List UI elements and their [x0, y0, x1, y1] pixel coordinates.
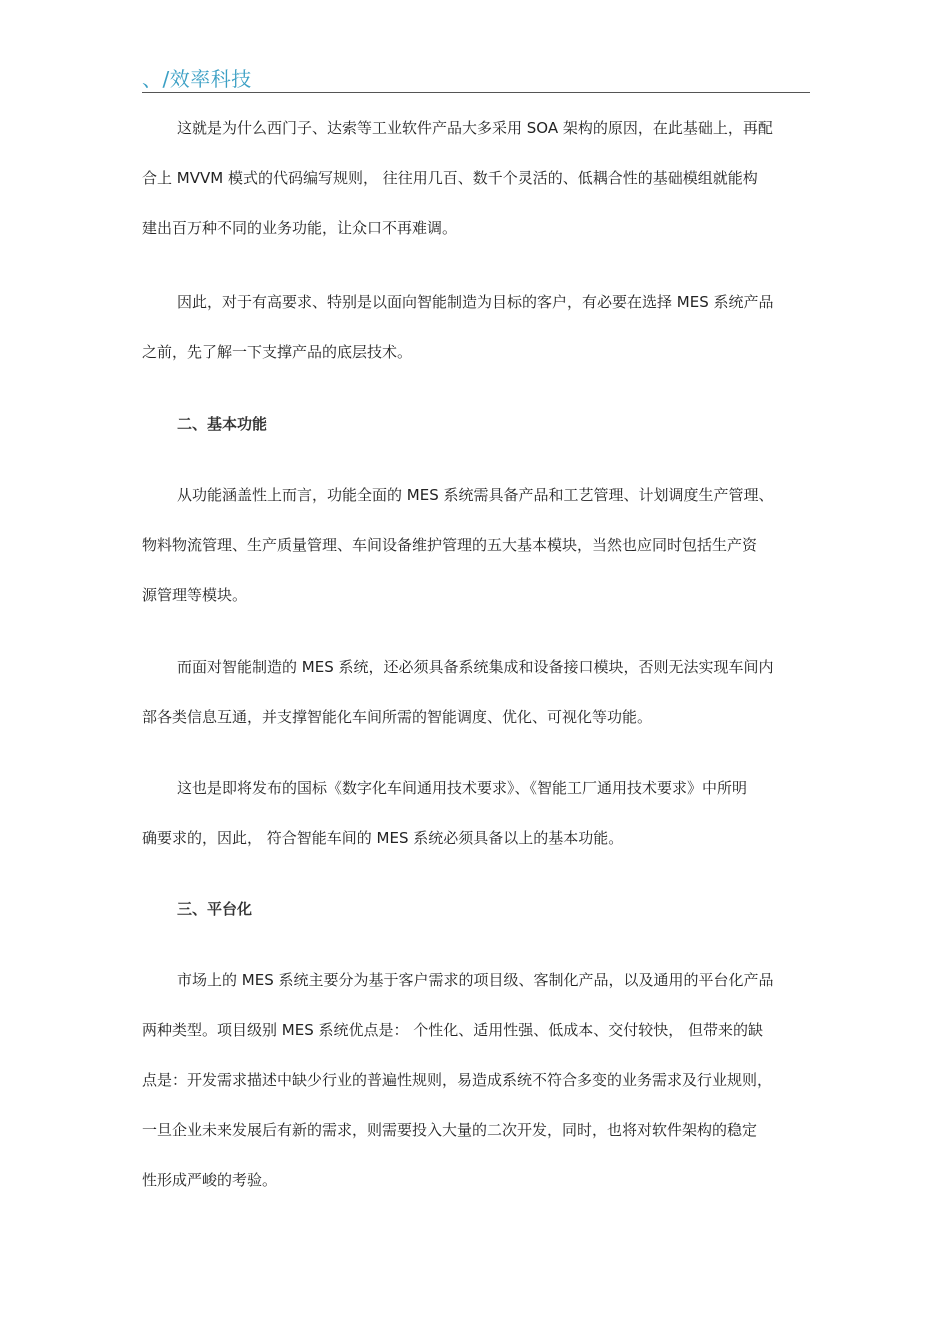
section-heading: 三、平台化 [177, 900, 253, 918]
text-line: 确要求的，因此， 符合智能车间的 MES 系统必须具备以上的基本功能。 [142, 829, 624, 847]
text-line: 市场上的 MES 系统主要分为基于客户需求的项目级、客制化产品，以及通用的平台化产品 [177, 971, 774, 989]
text-line: 这就是为什么西门子、达索等工业软件产品大多采用 SOA 架构的原因，在此基础上，再配 [177, 119, 773, 137]
paragraph [142, 483, 818, 607]
text-line: 这也是即将发布的国标《数字化车间通用技术要求》、《智能工厂通用技术要求》中所明 [177, 779, 748, 797]
text-line: 合上 MVVM 模式的代码编写规则， 往往用几百、数千个灵活的、低耦合性的基础模组就能构 [142, 169, 758, 187]
paragraph [142, 776, 818, 850]
paragraph [142, 116, 818, 240]
text-line: 因此，对于有高要求、特别是以面向智能制造为目标的客户，有必要在选择 MES 系统产品 [177, 293, 774, 311]
text-line: 两种类型。项目级别 MES 系统优点是： 个性化、适用性强、低成本、交付较快， 但带来的缺 [142, 1021, 764, 1039]
text-line: 而面对智能制造的 MES 系统，还必须具备系统集成和设备接口模块，否则无法实现车间内 [177, 658, 774, 676]
text-line: 部各类信息互通，并支撑智能化车间所需的智能调度、优化、可视化等功能。 [142, 708, 653, 726]
paragraph [142, 290, 818, 364]
text-line: 建出百万种不同的业务功能，让众口不再难调。 [142, 219, 458, 237]
text-line: 源管理等模块。 [142, 586, 248, 604]
paragraph [142, 655, 818, 729]
paragraph [142, 968, 818, 1192]
text-line: 之前，先了解一下支撑产品的底层技术。 [142, 343, 413, 361]
page-header [142, 66, 810, 93]
text-line: 性形成严峻的考验。 [142, 1171, 278, 1189]
text-line: 一旦企业未来发展后有新的需求，则需要投入大量的二次开发，同时，也将对软件架构的稳定 [142, 1121, 758, 1139]
text-line: 从功能涵盖性上而言，功能全面的 MES 系统需具备产品和工艺管理、计划调度生产管理、 [177, 486, 774, 504]
text-line: 点是：开发需求描述中缺少行业的普遍性规则，易造成系统不符合多变的业务需求及行业规则， [142, 1071, 773, 1089]
section-heading: 二、基本功能 [177, 415, 268, 433]
text-line: 物料物流管理、生产质量管理、车间设备维护管理的五大基本模块，当然也应同时包括生产资 [142, 536, 758, 554]
company-logo: 、/效率科技 [142, 67, 252, 91]
